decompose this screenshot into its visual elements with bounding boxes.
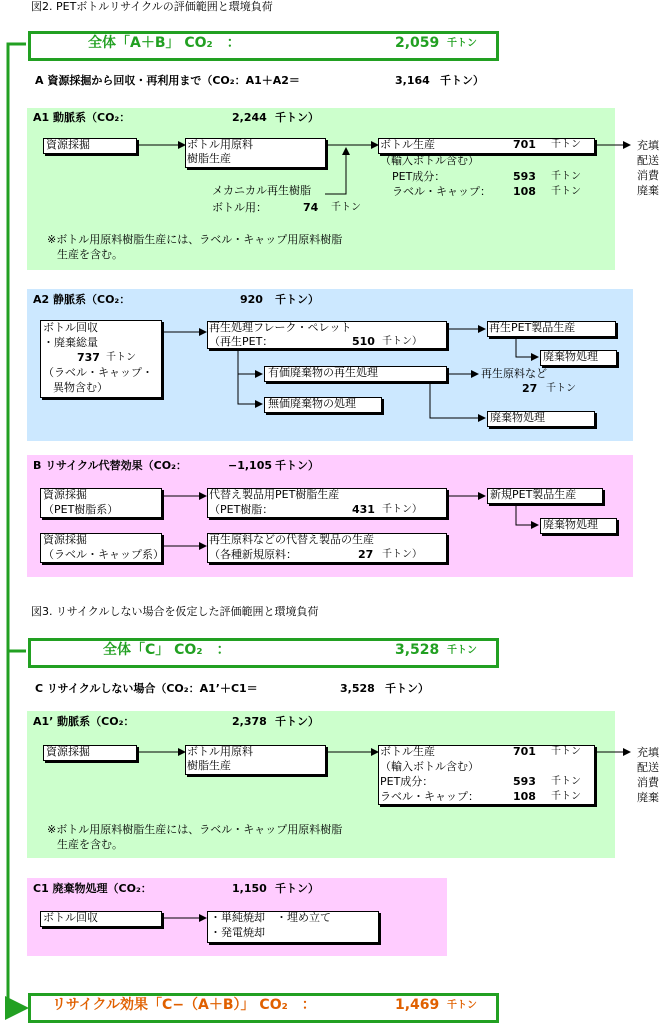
a1-outcome-dispose: 廃棄 [637,184,659,197]
a1-production-line1: ボトル生産 [380,138,435,151]
b-alt-raw-unit: 千トン） [382,549,422,560]
a2-flake-unit: 千トン） [382,336,422,347]
a1p-production-line1: ボトル生産 [380,745,435,758]
effect-unit: 千トン [447,1000,477,1011]
c1-value: 1,150 [232,882,267,895]
a1-production-unit3: 千トン [551,171,581,182]
a1-production-unit4: 千トン [551,186,581,197]
a1p-production-value3: 593 [513,775,536,788]
a1-mechanical-value: 74 [303,201,319,214]
a1p-production-unit3: 千トン [551,776,581,787]
b-label: B リサイクル代替効果（CO₂： [33,459,187,472]
a1-outcome-fill: 充填 [637,139,659,152]
a1-production-line3: PET成分： [392,170,446,183]
a2-collect-line2: ・廃棄総量 [43,336,98,349]
b-mining-pet-line1: 資源採掘 [43,488,87,501]
a1-note-line1: ※ボトル用原料樹脂生産には、ラベル・キャップ用原料樹脂 [47,233,343,246]
a1p-outcome-consume: 消費 [637,776,659,789]
section-c-unit: 千トン） [385,682,429,695]
a2-collect-line4: （ラベル・キャップ・ [43,366,153,379]
a1-outcome-delivery: 配送 [637,154,659,167]
a1-production-value3: 593 [513,170,536,183]
effect-label: リサイクル効果「C−（A＋B）」 CO₂ ： [52,997,316,1013]
a1p-production-value1: 701 [513,745,536,758]
total-c-value: 3,528 [395,642,440,658]
a2-flake-value: 510 [352,335,375,348]
a2-unit: 千トン） [275,293,319,306]
a1p-outcome-fill: 充填 [637,746,659,759]
total-ab-unit: 千トン [447,38,477,49]
b-waste-text: 廃棄物処理 [543,518,598,531]
a1p-production-line3: PET成分： [380,775,434,788]
total-c-label: 全体「C」 CO₂ ： [103,642,231,658]
b-new-product-text: 新規PET製品生産 [490,488,577,501]
a1p-label: A1’ 動脈系（CO₂： [33,715,135,728]
a1-mechanical-line2: ボトル用： [212,201,267,214]
c1-unit: 千トン） [275,882,319,895]
effect-value: 1,469 [395,997,440,1013]
a2-recycled-line1: 再生原料など [481,367,547,380]
c1-label: C1 廃棄物処理（CO₂： [33,882,152,895]
a2-collect-value: 737 [77,351,100,364]
a1p-note-line2: 生産を含む。 [57,838,123,851]
a1-production-line4: ラベル・キャップ： [392,185,491,198]
b-alt-pet-value: 431 [352,503,375,516]
b-mining-label-line1: 資源採掘 [43,533,87,546]
a1-label: A1 動脈系（CO₂： [33,111,131,124]
b-alt-pet-line2: （PET樹脂： [209,503,274,516]
a1p-production-line4: ラベル・キャップ： [380,790,479,803]
a1-production-value4: 108 [513,185,536,198]
a1p-value: 2,378 [232,715,267,728]
a2-waste2-text: 廃棄物処理 [490,411,545,424]
a2-label: A2 静脈系（CO₂： [33,293,131,306]
b-alt-pet-unit: 千トン） [382,504,422,515]
a1-resin-line2: 樹脂生産 [187,152,231,165]
b-mining-pet-line2: （PET樹脂系） [43,503,119,516]
a1-mining-text: 資源採掘 [46,138,90,151]
a1p-outcome-delivery: 配送 [637,761,659,774]
b-alt-pet-line1: 代替え製品用PET樹脂生産 [209,488,340,501]
a2-value: 920 [240,293,263,306]
a1p-outcome-dispose: 廃棄 [637,791,659,804]
b-alt-raw-line2: （各種新規原料： [209,548,297,561]
a1p-mining-text: 資源採掘 [46,745,90,758]
total-ab-value: 2,059 [395,35,440,51]
a1-unit: 千トン） [275,111,319,124]
c1-collect-text: ボトル回収 [43,911,98,924]
a1-mechanical-line1: メカニカル再生樹脂 [212,184,311,197]
section-c-value: 3,528 [340,682,375,695]
c1-disposal-line1: ・単純焼却 ・埋め立て [210,911,331,924]
a2-collect-unit: 千トン [106,352,136,363]
b-value: −1,105 [228,459,273,472]
a1p-production-unit1: 千トン [551,746,581,757]
a1p-note-line1: ※ボトル用原料樹脂生産には、ラベル・キャップ用原料樹脂 [47,823,343,836]
a2-flake-line2: （再生PET： [209,335,274,348]
section-c-label: C リサイクルしない場合（CO₂：A1’＋C1＝ [35,682,258,695]
a2-collect-line1: ボトル回収 [43,321,98,334]
a2-product-text: 再生PET製品生産 [489,321,576,334]
a1p-resin-line2: 樹脂生産 [187,759,231,772]
a1-mechanical-unit: 千トン [331,202,361,213]
total-ab-label: 全体「A＋B」 CO₂ ： [88,35,241,51]
a2-valueless-text: 無価廃棄物の処理 [268,397,356,410]
c1-disposal-line2: ・発電焼却 [210,926,265,939]
a1-outcome-consume: 消費 [637,169,659,182]
a1-note-line2: 生産を含む。 [57,248,123,261]
fig2-caption: 図2. PETボトルリサイクルの評価範囲と環境負荷 [31,0,273,13]
a1-production-line2: （輸入ボトル含む） [380,154,479,167]
section-a-value: 3,164 [395,74,430,87]
a2-valuable-text: 有価廃棄物の再生処理 [268,366,378,379]
a1-value: 2,244 [232,111,267,124]
b-mining-label-line2: （ラベル・キャップ系） [43,548,164,561]
b-alt-raw-line1: 再生原料などの代替え製品の生産 [209,533,374,546]
section-a-unit: 千トン） [440,74,484,87]
a1-resin-line1: ボトル用原料 [187,138,253,151]
a2-flake-line1: 再生処理フレーク・ペレット [209,321,352,334]
a1p-resin-line1: ボトル用原料 [187,745,253,758]
b-alt-raw-value: 27 [358,548,374,561]
a1p-unit: 千トン） [275,715,319,728]
a1p-production-unit4: 千トン [551,791,581,802]
fig3-caption: 図3. リサイクルしない場合を仮定した評価範囲と環境負荷 [31,605,319,618]
b-unit: 千トン） [275,459,319,472]
a1-production-unit1: 千トン [551,139,581,150]
a1p-production-value4: 108 [513,790,536,803]
total-c-unit: 千トン [447,645,477,656]
a2-recycled-unit: 千トン [546,383,576,394]
a2-recycled-value: 27 [522,382,538,395]
section-a-label: A 資源採掘から回収・再利用まで（CO₂：A1＋A2＝ [35,74,300,87]
a2-waste1-text: 廃棄物処理 [543,350,598,363]
a2-collect-line5: 異物含む） [53,381,108,394]
a1-production-value1: 701 [513,138,536,151]
a1p-production-line2: （輸入ボトル含む） [380,760,479,773]
